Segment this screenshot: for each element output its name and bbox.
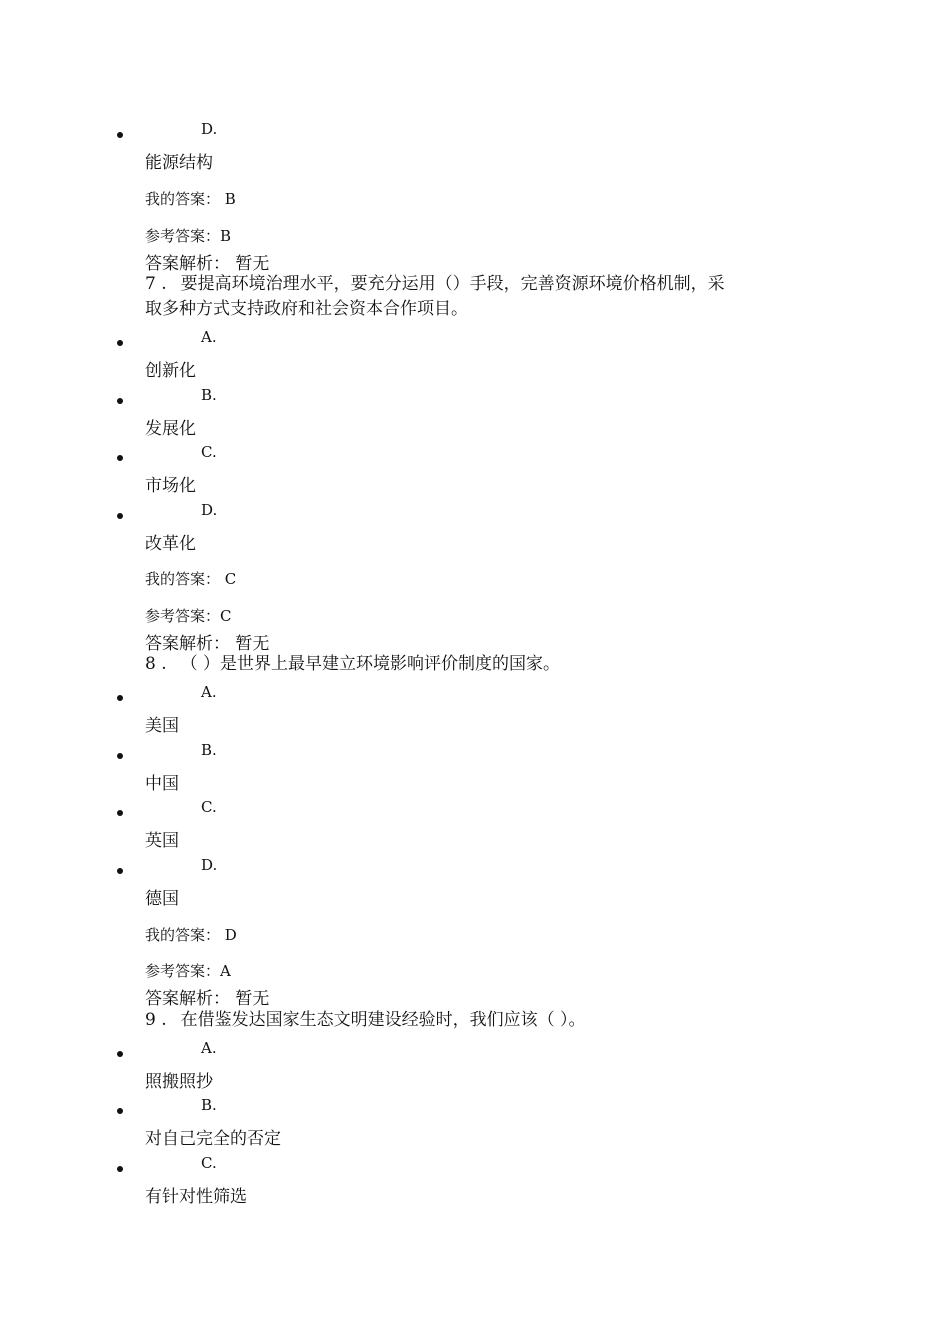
reference-answer: 参考答案：C [145,607,232,625]
answer-analysis: 答案解析： 暂无 [145,254,270,274]
my-answer: 我的答案： C [145,570,237,588]
bullet-icon [117,513,123,519]
bullet-icon [117,455,123,461]
bullet-icon [117,1108,123,1114]
option-letter: C. [201,443,217,461]
answer-analysis: 答案解析： 暂无 [145,634,270,654]
bullet-icon [117,810,123,816]
bullet-icon [117,1051,123,1057]
option-text: 改革化 [145,534,196,554]
question-stem-line1: 要提高环境治理水平，要充分运用（）手段，完善资源环境价格机制，采 [180,274,725,294]
bullet-icon [117,868,123,874]
bullet-icon [117,753,123,759]
option-letter: A. [201,1039,217,1057]
bullet-icon [117,340,123,346]
option-letter: C. [201,1154,217,1172]
option-letter: B. [201,386,217,404]
option-text: 有针对性筛选 [145,1187,247,1207]
bullet-icon [117,1166,123,1172]
my-answer: 我的答案： B [145,190,236,208]
question-stem-line2: 取多种方式支持政府和社会资本合作项目。 [145,299,468,319]
option-letter: B. [201,1096,217,1114]
option-letter: D. [201,120,218,138]
question-stem [145,652,560,677]
option-letter: D. [201,501,218,519]
my-answer: 我的答案： D [145,926,237,944]
bullet-icon [117,132,123,138]
option-letter: A. [201,683,217,701]
question-stem [145,1008,586,1033]
reference-answer: 参考答案：B [145,227,232,245]
question-stem-text: 在借鉴发达国家生态文明建设经验时，我们应该（ ）。 [180,1010,586,1030]
option-text: 对自己完全的否定 [145,1129,281,1149]
option-text: 能源结构 [145,153,213,173]
option-letter: C. [201,798,217,816]
option-text: 美国 [145,716,179,736]
option-text: 中国 [145,774,179,794]
question-number: 7 . [145,274,167,294]
option-text: 德国 [145,889,179,909]
bullet-icon [117,695,123,701]
option-letter: D. [201,856,218,874]
answer-analysis: 答案解析： 暂无 [145,989,270,1009]
question-stem [145,272,725,322]
option-letter: A. [201,328,217,346]
option-text: 英国 [145,831,179,851]
reference-answer: 参考答案：A [145,962,231,980]
bullet-icon [117,398,123,404]
option-text: 发展化 [145,419,196,439]
question-number: 9 . [145,1010,167,1030]
option-text: 市场化 [145,476,196,496]
option-letter: B. [201,741,217,759]
question-number: 8 . [145,654,167,674]
option-text: 照搬照抄 [145,1072,213,1092]
option-text: 创新化 [145,361,196,381]
question-stem-text: （ ）是世界上最早建立环境影响评价制度的国家。 [180,654,561,674]
